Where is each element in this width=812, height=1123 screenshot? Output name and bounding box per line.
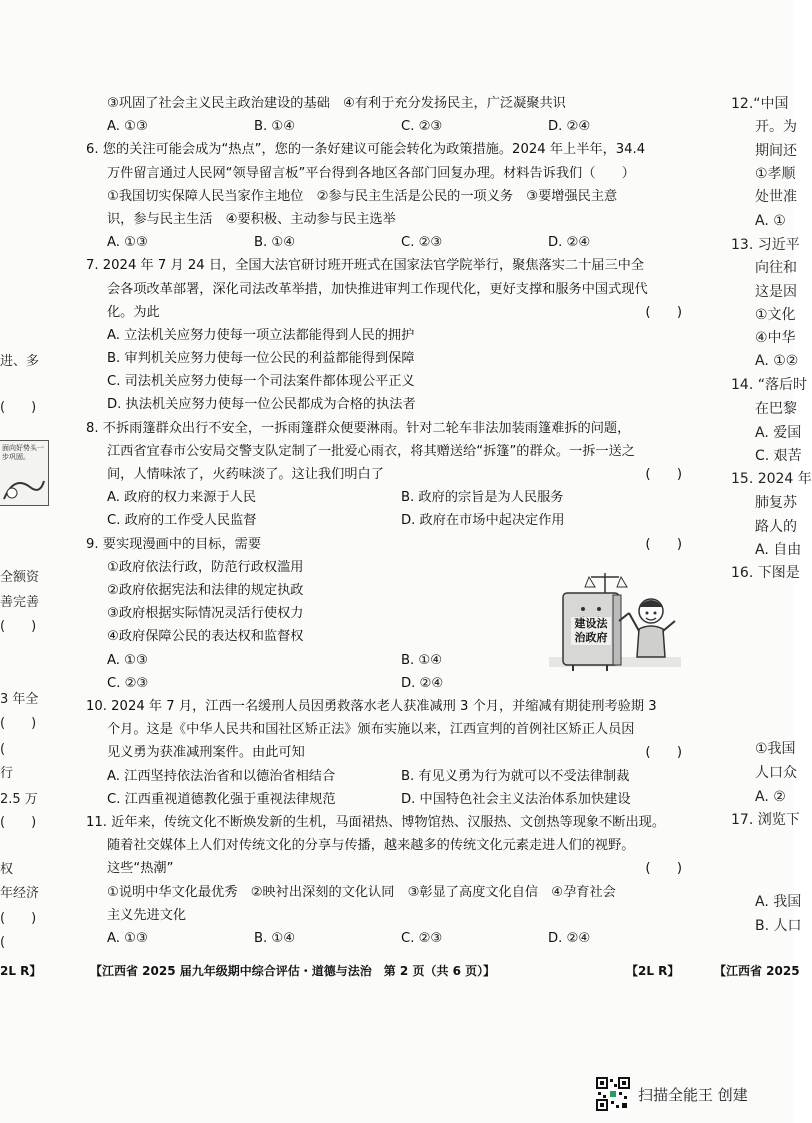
q10-stem-end: 见义勇为获准减刑案件。由此可知 [107,745,305,761]
option-c[interactable]: C. ②③ [107,675,149,691]
right-page-fragment [707,0,812,1000]
option-a[interactable]: A. 江西坚持依法治省和以德治省相结合 [107,768,336,784]
left-fragment-text: 善完善 [0,595,40,610]
q9-item: ④政府保障公民的表达权和监督权 [107,629,304,645]
left-cartoon-caption: 面向好势头一步巩固。 [2,444,44,461]
q9-stem [86,533,696,556]
left-cartoon-drawing [0,465,46,505]
right-fragment-text: 人口众 [755,765,797,781]
right-fragment-text: 12.“中国 [731,96,789,112]
answer-blank[interactable]: ( ) [645,304,682,320]
option-b[interactable]: B. ①④ [254,235,296,251]
option-c[interactable]: C. 司法机关应努力使每一个司法案件都体现公平正义 [107,374,415,390]
q8-stem: 8. 不拆雨篷群众出行不安全，一拆雨篷群众便要淋雨。针对二轮车非法加装雨篷难拆的问题， [86,420,631,436]
q9-item: ①政府依法行政，防范行政权滥用 [107,559,304,575]
left-page-fragment [0,0,70,960]
q8-stem: 江西省宜春市公安局交警支队定制了一批爱心雨衣，将其赠送给“拆篷”的群众。一拆一送之 [107,443,635,459]
right-fragment-text: 向往和 [755,260,797,276]
q6-options [86,231,696,254]
right-fragment-text: B. 人口 [755,918,802,934]
qr-code-icon [596,1077,630,1111]
right-fragment-text: 路人的 [755,519,797,535]
option-c[interactable]: C. ②③ [401,119,443,135]
q11-items: ①说明中华文化最优秀 ②映衬出深刻的文化认同 ③彰显了高度文化自信 ④孕育社会 [107,884,616,900]
left-fragment-text: ( ) [0,716,37,731]
left-fragment-text: ( ) [0,400,37,415]
q10-options-row [86,788,696,811]
right-fragment-text: ①文化 [755,307,796,323]
option-b[interactable]: B. 审判机关应努力使每一位公民的利益都能得到保障 [107,351,415,367]
q8-options-row [86,509,696,532]
option-d[interactable]: D. 中国特色社会主义法治体系加快建设 [401,791,631,807]
option-b[interactable]: B. 政府的宗旨是为人民服务 [401,490,564,506]
right-fragment-text: A. 自由 [755,542,802,558]
q5-items: ③巩固了社会主义民主政治建设的基础 ④有利于充分发扬民主，广泛凝聚共识 [107,96,566,111]
page-footer [0,962,800,982]
footer-title: 【江西省 2025 届九年级期中综合评估・道德与法治 第 2 页（共 6 页）】 [90,964,496,978]
left-fragment-text: 全额资 [0,570,40,585]
q9-options-row [86,672,696,695]
option-c[interactable]: C. ②③ [401,930,443,946]
q7-stem: 7. 2024 年 7 月 24 日，全国大法官研讨班开班式在国家法官学院举行，聚焦落实二十届三中全 [86,258,645,274]
right-fragment-text: ④中华 [755,330,796,346]
option-a[interactable]: A. ①③ [107,235,148,251]
q11-stem: 11. 近年来，传统文化不断焕发新的生机，马面裙热、博物馆热、汉服热、文创热等现象不断出现。 [86,814,666,830]
option-b[interactable]: B. ①④ [254,119,296,135]
q10-stem: 个月。这是《中华人民共和国社区矫正法》颁布实施以来，江西宣判的首例社区矫正人员因 [107,722,635,738]
q9-stem-text: 9. 要实现漫画中的目标，需要 [86,536,262,552]
left-fragment-text: ( ) [0,911,37,926]
option-d[interactable]: D. ②④ [548,235,591,251]
right-fragment-text: 肺复苏 [755,495,797,511]
right-fragment-text: 17. 浏览下 [731,812,800,828]
q11-options [86,927,696,950]
answer-blank[interactable]: ( ) [645,536,682,552]
option-a[interactable]: A. ①③ [107,930,148,946]
q8-stem-end: 间，人情味浓了，火药味淡了。这让我们明白了 [107,467,384,483]
q11-stem [86,857,696,880]
right-fragment-text: 14. “落后时 [731,377,807,393]
q10-stem: 10. 2024 年 7 月，江西一名缓刑人员因勇救落水老人获准减刑 3 个月，并缩减有期徒刑考验期 3 [86,698,657,714]
option-a[interactable]: A. ①③ [107,652,148,668]
footer-right-code: 【2L R】 [626,964,680,978]
left-fragment-text: ( ) [0,815,37,830]
right-fragment-text: A. 爱国 [755,425,802,441]
q6-stem: 万件留言通过人民网“领导留言板”平台得到各地区各部门回复办理。材料告诉我们（ ） [107,165,635,181]
left-fragment-text: ( [0,935,6,950]
q8-options-row [86,486,696,509]
q11-stem: 随着社交媒体上人们对传统文化的分享与传播，越来越多的传统文化元素走进人们的视野。 [107,838,635,854]
scanner-watermark [596,1076,786,1112]
watermark-text: 扫描全能王 创建 [638,1085,748,1104]
right-fragment-text: 在巴黎 [755,401,797,417]
q9-cartoon [545,565,685,673]
q9-item: ②政府依据宪法和法律的规定执政 [107,583,304,598]
option-d[interactable]: D. ②④ [548,930,591,946]
q7-stem [86,301,696,324]
left-fragment-text: 3 年全 [0,692,39,707]
left-fragment-text: 进、多 [0,354,40,369]
right-fragment-text: 13. 习近平 [731,237,800,253]
option-a[interactable]: A. 政府的权力来源于人民 [107,490,257,506]
q8-stem [86,463,696,486]
right-fragment-text: A. ② [755,789,786,805]
option-d[interactable]: D. 政府在市场中起决定作用 [401,513,565,529]
left-cartoon-fragment [0,440,49,506]
option-a[interactable]: A. ①③ [107,119,148,135]
q7-stem-end: 化。为此 [107,304,160,320]
left-fragment-text: 年经济 [0,886,40,901]
q7-stem: 会各项改革部署，深化司法改革举措，加快推进审判工作现代化，更好支撑和服务中国式现代 [107,281,648,297]
right-fragment-text: 期间还 [755,143,797,159]
cartoon-drawing [545,565,685,673]
q6-items: ①我国切实保障人民当家作主地位 ②参与民主生活是公民的一项义务 ③要增强民主意 [107,188,618,204]
option-d[interactable]: D. 执法机关应努力使每一位公民都成为合格的执法者 [107,397,416,413]
left-fragment-text: ( [0,742,6,757]
left-fragment-text: 2.5 万 [0,792,38,807]
option-c[interactable]: C. ②③ [401,235,443,251]
option-d[interactable]: D. ②④ [401,675,444,691]
right-fragment-text: 开。为 [755,119,797,135]
right-fragment-text: 处世准 [755,189,797,205]
q11-items: 主义先进文化 [107,907,187,923]
right-fragment-text: 这是因 [755,284,797,300]
q6-stem: 6. 您的关注可能会成为“热点”，您的一条好建议可能会转化为政策措施。2024 年上半年，34.4 [86,142,646,158]
right-fragment-text: A. ① [755,213,786,229]
right-fragment-text: ①我国 [755,741,796,757]
right-fragment-text: C. 艰苦 [755,448,802,464]
option-d[interactable]: D. ②④ [548,119,591,135]
right-fragment-text: ①孝顺 [755,166,796,182]
answer-blank[interactable]: ( ) [645,467,682,483]
footer-far-right: 【江西省 2025 [714,964,800,978]
left-fragment-text: ( ) [0,619,37,634]
q9-item: ③政府根据实际情况灵活行使权力 [107,606,304,622]
option-c[interactable]: C. 政府的工作受人民监督 [107,513,257,529]
right-fragment-text: 16. 下图是 [731,565,800,581]
option-b[interactable]: B. 有见义勇为行为就可以不受法律制裁 [401,768,630,784]
right-fragment-text: 15. 2024 年 [731,471,812,487]
option-c[interactable]: C. 江西重视道德教化强于重视法律规范 [107,791,336,807]
left-fragment-text: 行 [0,766,14,781]
q10-stem [86,741,696,764]
option-b[interactable]: B. ①④ [254,930,296,946]
right-fragment-text: A. 我国 [755,894,802,910]
option-b[interactable]: B. ①④ [401,652,443,668]
footer-left-code: 2L R】 [0,964,42,978]
answer-blank[interactable]: ( ) [645,861,682,877]
q5-options [86,115,696,138]
question-column [86,92,696,950]
option-a[interactable]: A. 立法机关应努力使每一项立法都能得到人民的拥护 [107,327,415,343]
q11-stem-end: 这些“热潮” [107,861,174,877]
q10-options-row [86,765,696,788]
cartoon-caption: 建设法治政府 [571,617,611,645]
answer-blank[interactable]: ( ) [645,745,682,761]
q6-items: 识，参与民主生活 ④要积极、主动参与民主选举 [107,211,396,227]
right-fragment-text: A. ①② [755,353,799,369]
left-fragment-text: 权 [0,862,14,877]
